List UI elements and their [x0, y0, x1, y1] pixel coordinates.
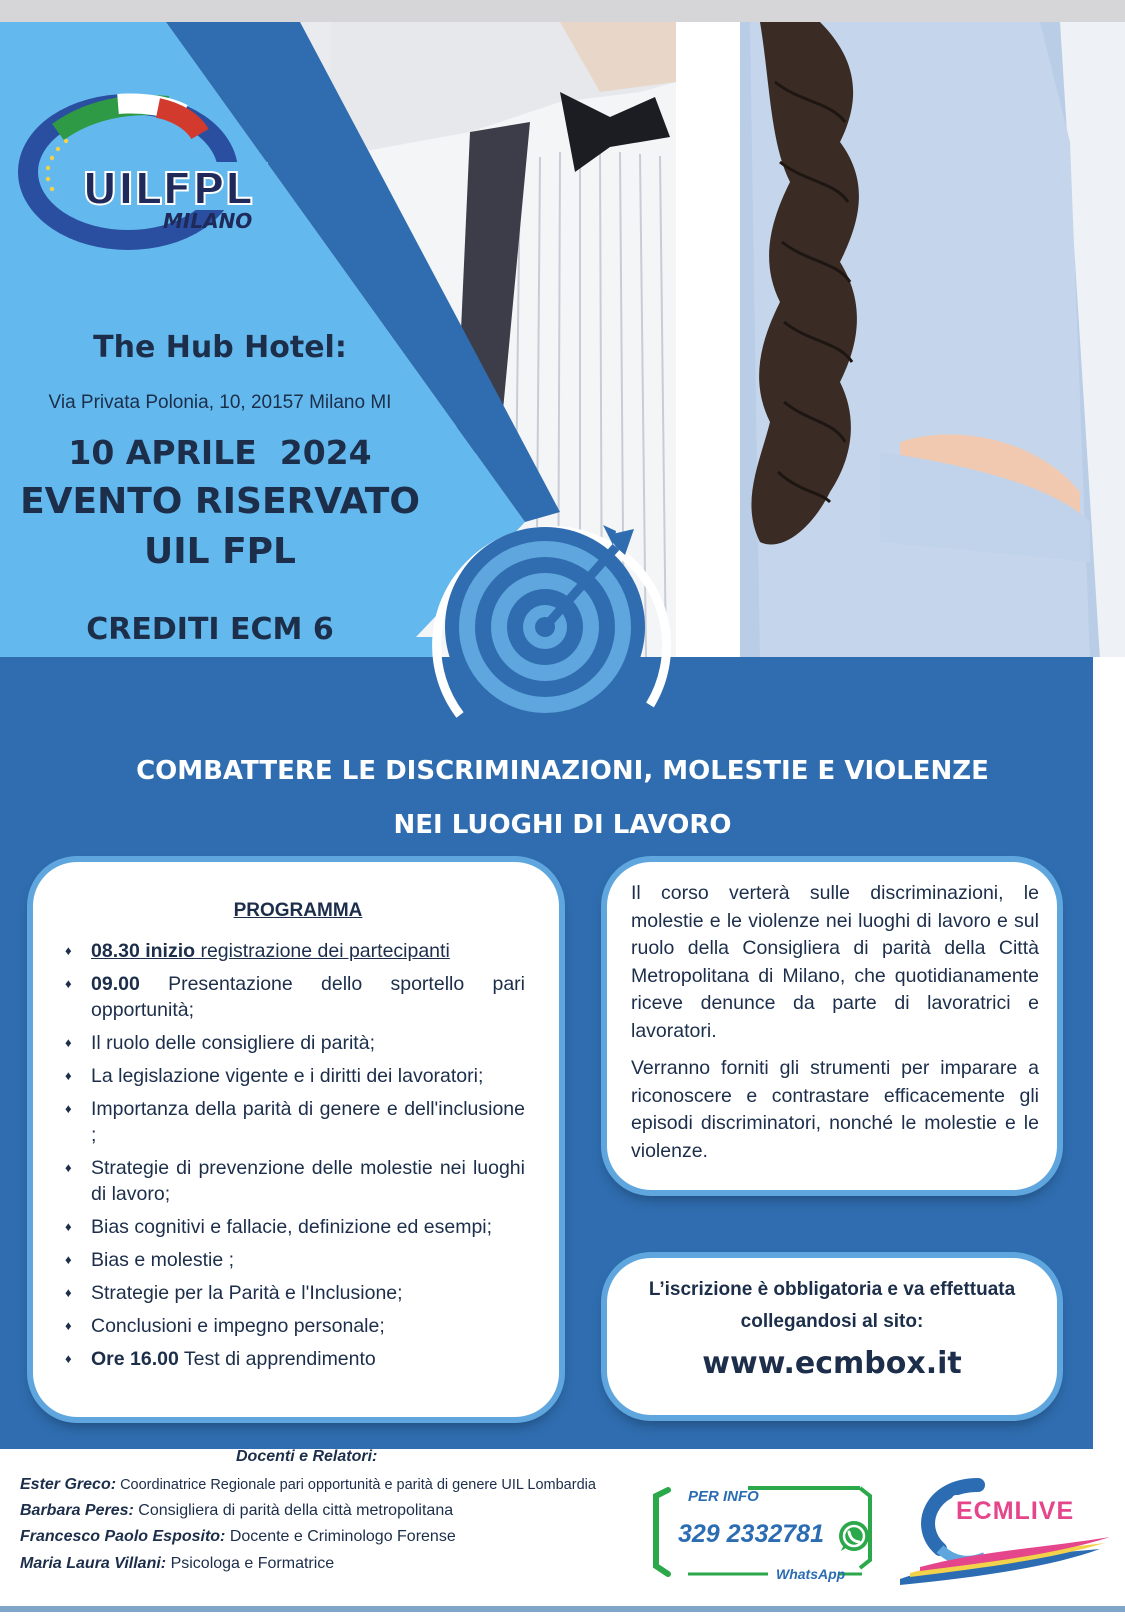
program-item-text: Presentazione dello sportello pari opportunità;	[91, 973, 525, 1021]
registration-line2: collegandosi al sito:	[740, 1311, 924, 1332]
program-item-text: Test di apprendimento	[178, 1348, 376, 1370]
speaker-role: Coordinatrice Regionale pari opportunità e parità di genere UIL Lombardia	[116, 1477, 596, 1493]
program-item-text: Strategie di prevenzione delle molestie nei luoghi di lavoro;	[91, 1157, 525, 1205]
program-item-time: 08.30 inizio	[91, 940, 196, 962]
reserved-event-line2: UIL FPL	[143, 531, 296, 572]
bullet-icon: ♦	[65, 1318, 72, 1333]
registration-line1: L’iscrizione è obbligatoria e va effettuata	[648, 1279, 1016, 1300]
bullet-icon: ♦	[65, 1068, 72, 1083]
program-list	[65, 938, 525, 1379]
speakers-heading: Docenti e Relatori:	[236, 1448, 378, 1465]
registration-url[interactable]: www.ecmbox.it	[702, 1346, 962, 1381]
bullet-icon: ♦	[65, 1160, 72, 1175]
whatsapp-icon	[836, 1518, 872, 1554]
ecmlive-swoosh-logo	[900, 1477, 1115, 1592]
speaker-role: Docente e Criminologo Forense	[225, 1528, 456, 1545]
program-item	[65, 971, 525, 1023]
program-item-text: Importanza della parità di genere e dell'inclusione ;	[91, 1098, 525, 1146]
bullet-icon: ♦	[65, 943, 72, 958]
contact-label: PER INFO	[688, 1488, 759, 1505]
bullet-icon: ♦	[65, 1101, 72, 1116]
speaker-name: Barbara Peres:	[20, 1502, 134, 1519]
speaker-row	[20, 1555, 334, 1573]
speaker-row	[20, 1476, 596, 1494]
main-title-line2: NEI LUOGHI DI LAVORO	[393, 810, 732, 840]
speaker-name: Maria Laura Villani:	[20, 1555, 167, 1572]
program-heading: PROGRAMMA	[233, 900, 363, 921]
bottom-line	[0, 1606, 1125, 1612]
registration-card	[607, 1258, 1057, 1415]
bullet-icon: ♦	[65, 1285, 72, 1300]
description-paragraph-2: Verranno forniti gli strumenti per imparare a riconoscere e contrastare efficacemente gli episodi discriminatori, nonché le molestie e le violenze.	[631, 1057, 1039, 1162]
venue-address: Via Privata Polonia, 10, 20157 Milano MI	[48, 392, 392, 413]
woman-photo	[740, 22, 1125, 659]
description-card	[607, 862, 1057, 1190]
program-item	[65, 1030, 525, 1056]
venue-block	[0, 330, 440, 365]
description-text	[631, 880, 1039, 1165]
program-card	[33, 862, 559, 1417]
venue-name: The Hub Hotel:	[93, 330, 347, 365]
registration-text	[607, 1274, 1057, 1338]
program-item	[65, 1096, 525, 1148]
program-item-text: La legislazione vigente e i diritti dei lavoratori;	[91, 1065, 484, 1087]
bullet-icon: ♦	[65, 976, 72, 991]
italian-flag-ring-logo	[18, 92, 278, 252]
bullet-icon: ♦	[65, 1351, 72, 1366]
program-item	[65, 1155, 525, 1207]
ecmlive-logo	[900, 1477, 1115, 1592]
program-item-text: Bias e molestie ;	[91, 1249, 235, 1271]
target-arrow-icon	[420, 505, 680, 745]
program-item	[65, 1346, 525, 1372]
contact-phone[interactable]: 329 2332781	[678, 1520, 824, 1548]
logo-subtext: MILANO	[163, 209, 253, 233]
whatsapp-label: WhatsApp	[776, 1566, 846, 1582]
speaker-name: Ester Greco:	[20, 1476, 117, 1493]
contact-box[interactable]	[648, 1480, 880, 1584]
logo-text: UILFPL	[82, 164, 253, 215]
event-date: 10 APRILE 2024	[68, 433, 372, 472]
top-band	[0, 0, 1125, 22]
program-item	[65, 1214, 525, 1240]
program-item-text: Il ruolo delle consigliere di parità;	[91, 1032, 375, 1054]
speaker-row	[20, 1502, 453, 1520]
bullet-icon: ♦	[65, 1035, 72, 1050]
main-title-line1: COMBATTERE LE DISCRIMINAZIONI, MOLESTIE E VIOLENZE	[136, 756, 989, 786]
program-item-text: Conclusioni e impegno personale;	[91, 1315, 385, 1337]
speaker-name: Francesco Paolo Esposito:	[20, 1528, 226, 1545]
program-item-text: registrazione dei partecipanti	[195, 940, 450, 962]
description-paragraph-1: Il corso verterà sulle discriminazioni, le molestie e le violenze nei luoghi di lavoro e sul ruolo della Consigliera di parità della Città Metropolitana di Milano, che quotidianamente riceve denunce da parte di lavoratrici e lavoratori.	[631, 882, 1039, 1042]
ecmlive-text: ECMLIVE	[956, 1497, 1075, 1525]
program-item-text: Strategie per la Parità e l'Inclusione;	[91, 1282, 403, 1304]
speaker-role: Psicologa e Formatrice	[166, 1555, 335, 1572]
program-item	[65, 938, 525, 964]
speaker-row	[20, 1528, 456, 1546]
reserved-event-line1: EVENTO RISERVATO	[20, 481, 420, 522]
bullet-icon: ♦	[65, 1219, 72, 1234]
program-item	[65, 1247, 525, 1273]
program-item-text: Bias cognitivi e fallacie, definizione ed esempi;	[91, 1216, 493, 1238]
program-item-time: 09.00	[91, 973, 140, 995]
program-item	[65, 1063, 525, 1089]
speaker-role: Consigliera di parità della città metropolitana	[133, 1502, 454, 1519]
program-item	[65, 1313, 525, 1339]
bullet-icon: ♦	[65, 1252, 72, 1267]
program-item	[65, 1280, 525, 1306]
program-item-time: Ore 16.00	[91, 1348, 179, 1370]
ecm-credits: CREDITI ECM 6	[86, 612, 334, 647]
